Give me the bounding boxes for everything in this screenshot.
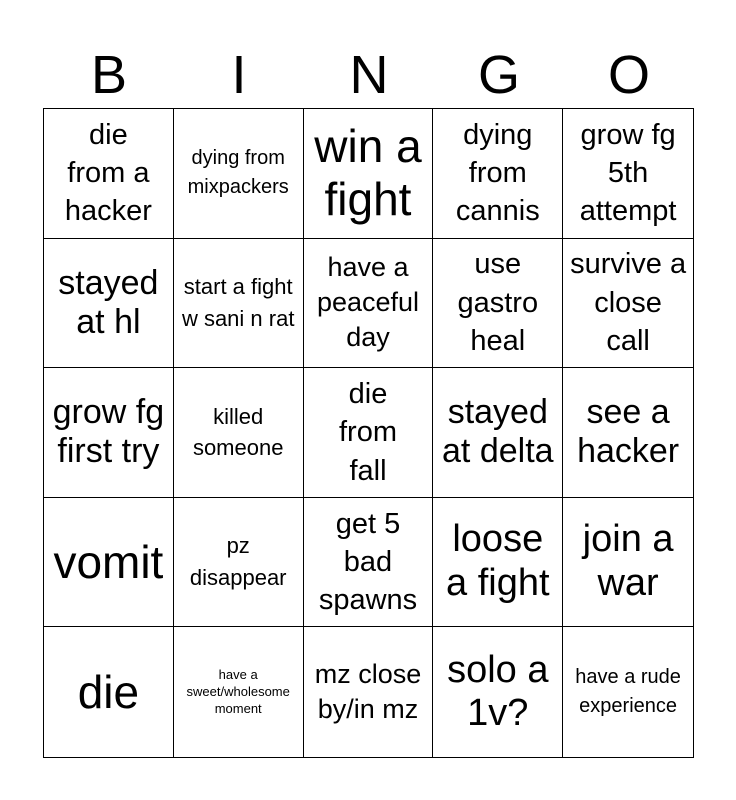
cell-text: grow fg 5th attempt <box>579 118 677 228</box>
bingo-cell[interactable] <box>433 109 563 239</box>
bingo-board <box>43 108 694 758</box>
header-letter-g: G <box>477 45 520 105</box>
bingo-cell[interactable] <box>304 368 434 498</box>
bingo-cell[interactable] <box>563 368 693 498</box>
cell-text: win a fight <box>314 120 422 226</box>
bingo-cell[interactable] <box>563 498 693 628</box>
cell-text: start a fight w sani n rat <box>181 274 295 331</box>
cell-text: mz close by/in mz <box>314 659 422 725</box>
header-letter-n: N <box>349 45 389 105</box>
bingo-cell[interactable] <box>433 498 563 628</box>
cell-text: stayed at hl <box>58 263 159 341</box>
header-letter-o: O <box>607 45 650 105</box>
bingo-cell[interactable] <box>44 498 174 628</box>
bingo-cell[interactable] <box>44 627 174 757</box>
cell-text: pz disappear <box>189 533 287 591</box>
bingo-cell[interactable] <box>433 627 563 757</box>
bingo-cell[interactable] <box>174 498 304 628</box>
cell-text: use gastro heal <box>457 248 539 358</box>
bingo-cell[interactable] <box>304 109 434 239</box>
bingo-cell[interactable] <box>433 368 563 498</box>
cell-text: get 5 bad spawns <box>318 507 418 617</box>
cell-text: see a hacker <box>577 393 680 471</box>
header-letter-i: I <box>231 45 247 105</box>
bingo-header <box>44 42 694 108</box>
bingo-cell[interactable] <box>563 627 693 757</box>
cell-text: die from a hacker <box>64 118 152 228</box>
cell-text: stayed at delta <box>442 393 554 471</box>
cell-text: have a peaceful day <box>316 252 420 353</box>
cell-text: have a rude experience <box>575 666 681 718</box>
bingo-cell[interactable] <box>44 368 174 498</box>
bingo-cell[interactable] <box>304 498 434 628</box>
cell-text: die <box>77 665 140 718</box>
cell-text: solo a 1v? <box>447 648 549 735</box>
bingo-cell[interactable] <box>174 368 304 498</box>
header-letter-b: B <box>90 45 128 105</box>
bingo-cell[interactable] <box>563 109 693 239</box>
cell-text: dying from mixpackers <box>187 147 289 199</box>
cell-text: killed someone <box>192 403 284 461</box>
bingo-cell[interactable] <box>304 239 434 369</box>
bingo-cell[interactable] <box>563 239 693 369</box>
cell-text: vomit <box>53 535 164 588</box>
bingo-cell[interactable] <box>433 239 563 369</box>
bingo-cell[interactable] <box>304 627 434 757</box>
cell-text: join a war <box>582 518 674 605</box>
bingo-cell[interactable] <box>44 239 174 369</box>
bingo-cell[interactable] <box>174 239 304 369</box>
cell-text: have a sweet/wholesome moment <box>186 666 290 716</box>
cell-text: grow fg first try <box>52 393 165 471</box>
cell-text: loose a fight <box>446 518 550 605</box>
bingo-cell[interactable] <box>174 627 304 757</box>
cell-text: dying from cannis <box>455 118 540 228</box>
cell-text: die from fall <box>338 378 397 487</box>
bingo-cell[interactable] <box>174 109 304 239</box>
cell-text: survive a close call <box>570 248 687 358</box>
bingo-cell[interactable] <box>44 109 174 239</box>
